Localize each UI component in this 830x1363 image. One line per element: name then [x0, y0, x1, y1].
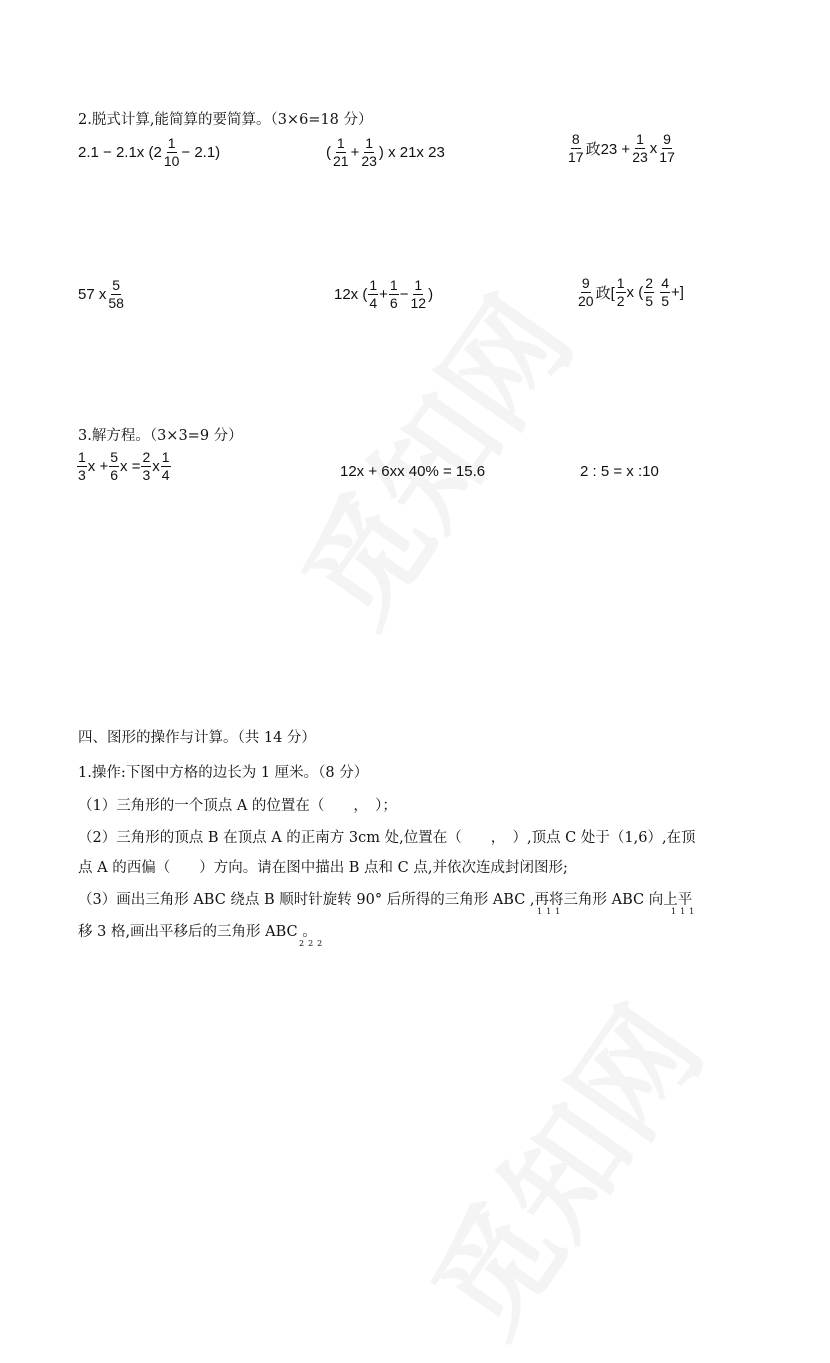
problem-4: 57 x $\frac{5}{58}$	[78, 277, 124, 311]
sub-question-2-line1: （2）三角形的顶点 B 在顶点 A 的正南方 3cm 处,位置在（ ， ）,顶点 C 处于（1,6）,在顶	[78, 830, 696, 846]
sub-question-3-line2: 移 3 格,画出平移后的三角形 ABC 。	[78, 924, 317, 940]
watermark	[256, 259, 603, 653]
equation-3: 2 : 5 = x :10	[580, 463, 659, 480]
section4-heading: 四、图形的操作与计算。（共 14 分）	[78, 730, 316, 746]
section3-heading: 3.解方程。（3×3=9 分）	[78, 428, 243, 444]
problem-6: $\frac{9}{20}$ 政[ $\frac{1}{2}$ x ( $\frac{2}{5}$ $\frac{4}{5}$ +]	[578, 275, 684, 309]
equation-2: 12x + 6xx 40% = 15.6	[340, 463, 486, 480]
equation-1: $\frac{1}{3}$ x + $\frac{5}{6}$ x = $\frac{2}{3}$ x $\frac{1}{4}$	[78, 449, 170, 483]
subscript-a2b2c2: 222	[299, 939, 327, 948]
problem-2: ( $\frac{1}{21}$ + $\frac{1}{23}$ ) x 21x 23	[326, 135, 445, 169]
subscript-a1b1c1: 111	[537, 907, 565, 916]
subscript-a1b1c1-second: 111	[671, 907, 699, 916]
sub-question-1: （1）三角形的一个顶点 A 的位置在（ ， ）；	[78, 798, 397, 814]
problem-3: $\frac{8}{17}$ 政23 + $\frac{1}{23}$ x $\frac{9}{17}$	[568, 131, 675, 165]
sub-question-2-line2: 点 A 的西偏（ ）方向。请在图中描出 B 点和 C 点,并依次连成封闭图形;	[78, 860, 568, 876]
problem-1: 2.1 − 2.1x (2 $\frac{1}{10}$ − 2.1)	[78, 135, 221, 169]
section2-heading: 2.脱式计算,能简算的要简算。（3×6=18 分）	[78, 112, 373, 128]
sub-question-3-line1: （3）画出三角形 ABC 绕点 B 顺时针旋转 90° 后所得的三角形 ABC ,再将三角形 ABC 向上平	[78, 892, 693, 908]
watermark-bottom	[386, 969, 733, 1363]
problem-5: 12x ( $\frac{1}{4}$ + $\frac{1}{6}$ − $\frac{1}{12}$ )	[334, 277, 434, 311]
question-1: 1.操作:下图中方格的边长为 1 厘米。（8 分）	[78, 765, 369, 781]
